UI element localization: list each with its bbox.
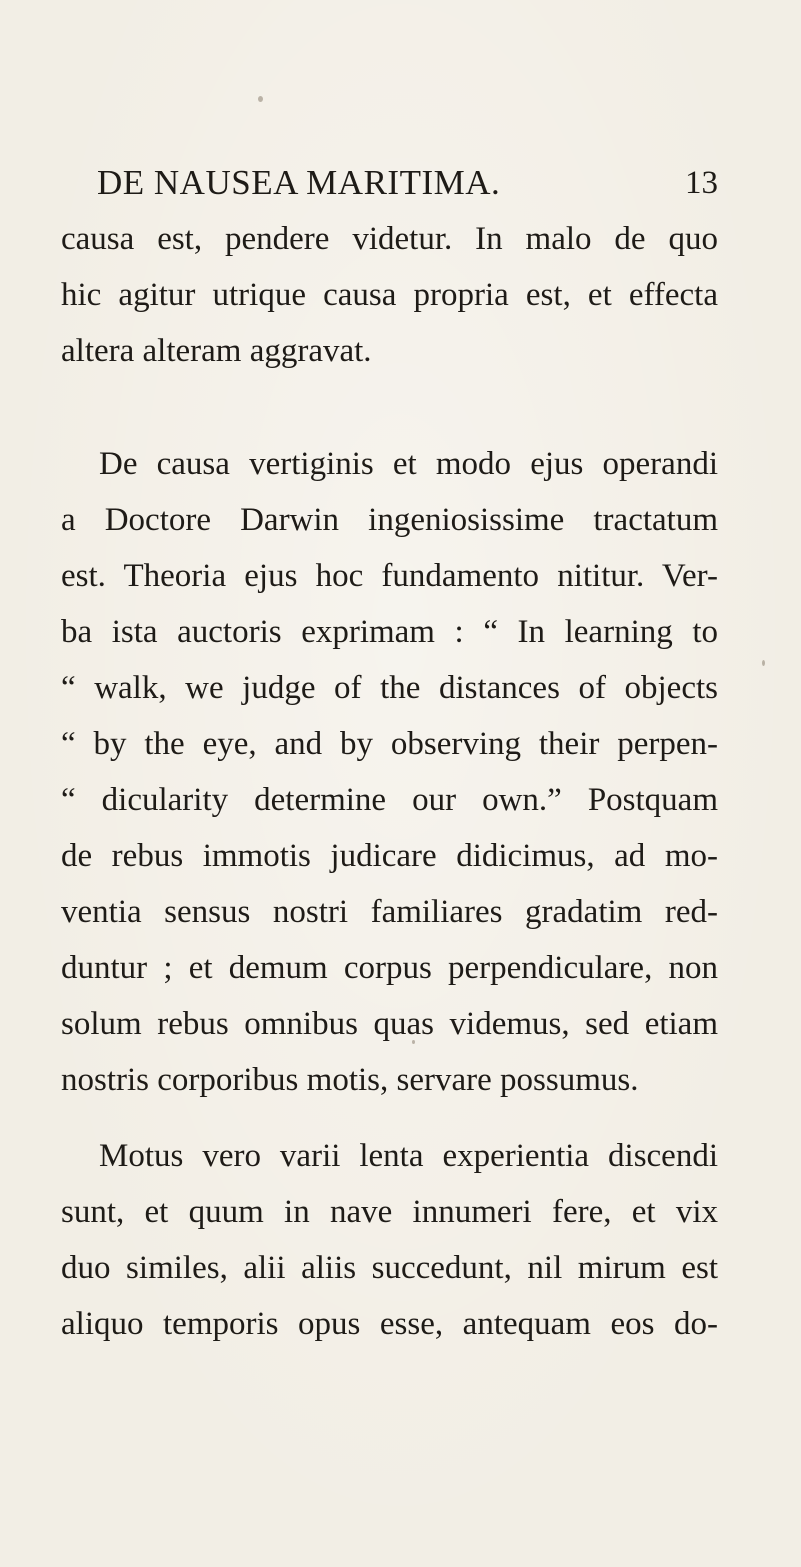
text-line: de rebus immotis judicare didicimus, ad mo- bbox=[61, 838, 718, 874]
paragraph-2 bbox=[61, 436, 718, 1108]
text-line: “ walk, we judge of the distances of objects bbox=[61, 670, 718, 706]
running-header bbox=[97, 163, 718, 203]
text-line: sunt, et quum in nave innumeri fere, et vix bbox=[61, 1194, 718, 1230]
ink-speck bbox=[258, 96, 263, 102]
text-line: De causa vertiginis et modo ejus operandi bbox=[99, 446, 718, 482]
text-line: solum rebus omnibus quas videmus, sed etiam bbox=[61, 1006, 718, 1042]
text-line: altera alteram aggravat. bbox=[61, 333, 372, 369]
text-line: duo similes, alii aliis succedunt, nil mirum est bbox=[61, 1250, 718, 1286]
text-line: aliquo temporis opus esse, antequam eos do- bbox=[61, 1306, 718, 1342]
paragraph-1 bbox=[61, 211, 718, 379]
text-line: est. Theoria ejus hoc fundamento nititur. Ver- bbox=[61, 558, 718, 594]
text-line: “ dicularity determine our own.” Postquam bbox=[61, 782, 718, 818]
text-line: hic agitur utrique causa propria est, et effecta bbox=[61, 277, 718, 313]
running-title: DE NAUSEA MARITIMA. bbox=[97, 163, 501, 202]
text-line: ba ista auctoris exprimam : “ In learning to bbox=[61, 614, 718, 650]
text-line: a Doctore Darwin ingeniosissime tractatum bbox=[61, 502, 718, 538]
paragraph-3 bbox=[61, 1128, 718, 1352]
ink-speck bbox=[762, 660, 765, 666]
text-line: ventia sensus nostri familiares gradatim red- bbox=[61, 894, 718, 930]
text-line: causa est, pendere videtur. In malo de quo bbox=[61, 221, 718, 257]
page-number: 13 bbox=[685, 165, 718, 201]
text-line: “ by the eye, and by observing their perpen- bbox=[61, 726, 718, 762]
text-line: nostris corporibus motis, servare possumus. bbox=[61, 1062, 639, 1098]
text-line: Motus vero varii lenta experientia discendi bbox=[99, 1138, 718, 1174]
text-line: duntur ; et demum corpus perpendiculare, non bbox=[61, 950, 718, 986]
